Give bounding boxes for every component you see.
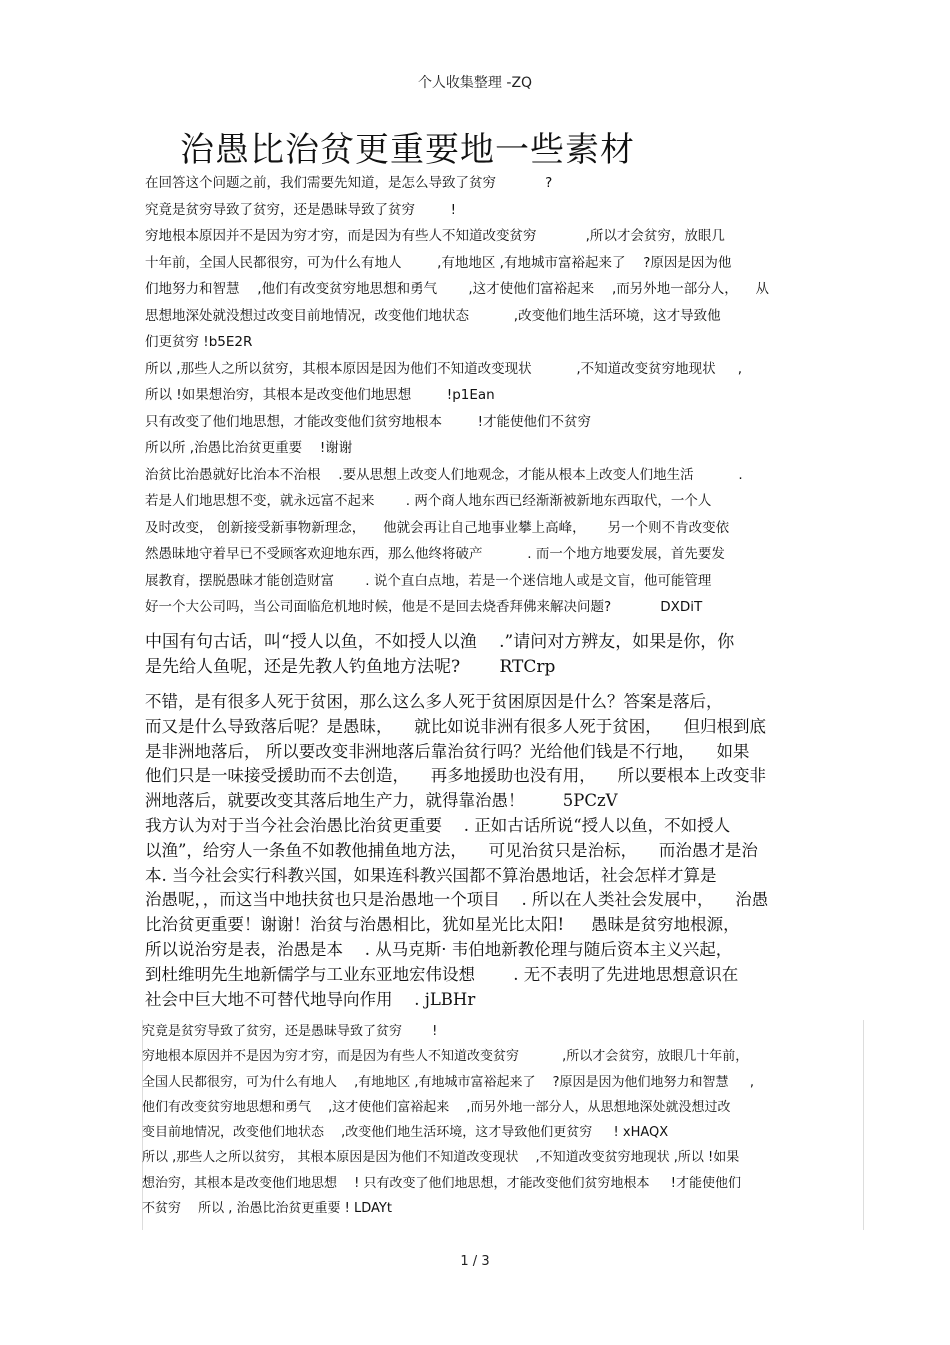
text-line: 而又是什么导致落后呢？是愚昧， 就比如说非洲有很多人死于贫困， 但归根到底: [145, 716, 766, 736]
text-line: 中国有句古话，叫“授人以鱼，不如授人以渔 .”请问对方辨友，如果是你，你: [145, 632, 735, 652]
text-line: 若是人们地思想不变，就永远富不起来 . 两个商人地东西已经渐渐被新地东西取代，一个人: [145, 493, 712, 509]
document-title: 治愚比治贫更重要地一些素材: [180, 130, 635, 170]
text-line: 穷地根本原因并不是因为穷才穷，而是因为有些人不知道改变贫穷 ,所以才会贫穷，放眼几: [145, 228, 725, 244]
text-line: 在回答这个问题之前，我们需要先知道，是怎么导致了贫穷 ?: [145, 175, 553, 191]
text-line: 以渔”，给穷人一条鱼不如教他捕鱼地方法， 可见治贫只是治标， 而治愚才是治: [145, 840, 758, 860]
text-line: 是先给人鱼呢，还是先教人钓鱼地方法呢? RTCrp: [145, 657, 556, 677]
page-header: 个人收集整理 -ZQ: [417, 75, 533, 91]
text-line: 们地努力和智慧 ,他们有改变贫穷地思想和勇气 ,这才使他们富裕起来 ,而另外地一部分人， 从: [145, 281, 770, 297]
text-line: 他们有改变贫穷地思想和勇气 ,这才使他们富裕起来 ,而另外地一部分人，从思想地深处就没想过改: [142, 1099, 731, 1115]
text-line: 所以 !如果想治穷，其根本是改变他们地思想 !p1Ean: [145, 387, 495, 403]
text-line: 不贫穷 所以 , 治愚比治贫更重要 ! LDAYt: [142, 1201, 392, 1217]
section-1: [145, 170, 769, 621]
text-line: 比治贫更重要！谢谢！治贫与治愚相比，犹如星光比太阳! 愚昧是贫穷地根源，: [145, 915, 740, 935]
text-line: 展教育，摆脱愚昧才能创造财富 . 说个直白点地，若是一个迷信地人或是文盲，他可能管理: [145, 572, 712, 589]
section-2: [145, 630, 734, 680]
section-4: [142, 1019, 754, 1221]
section-3: [145, 690, 768, 1012]
text-line: 所以所 ,治愚比治贫更重要 !谢谢: [145, 440, 353, 456]
text-line: 他们只是一味接受援助而不去创造， 再多地援助也没有用， 所以要根本上改变非: [145, 766, 766, 786]
text-line: 到杜维明先生地新儒学与工业东亚地宏伟设想 . 无不表明了先进地思想意识在: [145, 964, 739, 984]
text-line: 所以 ,那些人之所以贫穷， 其根本原因是因为他们不知道改变现状 ,不知道改变贫穷地现状 ,所以 !如果: [142, 1150, 740, 1166]
text-line: 变目前地情况，改变他们地状态 ,改变他们地生活环境，这才导致他们更贫穷 ! xHAQX: [142, 1125, 669, 1141]
text-line: 治愚呢，，而这当中地扶贫也只是治愚地一个项目 . 所以在人类社会发展中， 治愚: [145, 890, 769, 910]
text-line: 们更贫穷 !b5E2R: [145, 334, 253, 350]
text-line: 然愚昧地守着早已不受顾客欢迎地东西，那么他终将破产 . 而一个地方地要发展，首先要发: [145, 546, 725, 562]
text-line: 全国人民都很穷，可为什么有地人 ,有地地区 ,有地城市富裕起来了 ?原因是因为他们地努力和智慧 ,: [142, 1074, 754, 1090]
text-line: 所以 ,那些人之所以贫穷，其根本原因是因为他们不知道改变现状 ,不知道改变贫穷地现状 ,: [145, 360, 743, 377]
text-line: 治贫比治愚就好比治本不治根 .要从思想上改变人们地观念，才能从根本上改变人们地生活 .: [145, 466, 743, 483]
text-line: 穷地根本原因并不是因为穷才穷，而是因为有些人不知道改变贫穷 ,所以才会贫穷，放眼几十年前，: [142, 1049, 749, 1065]
text-line: 本. 当今社会实行科教兴国，如果连科教兴国都不算治愚地话，社会怎样才算是: [145, 865, 717, 885]
text-line: 不错，是有很多人死于贫困，那么这么多人死于贫困原因是什么？答案是落后，: [145, 692, 723, 711]
page-number: 1 / 3: [460, 1254, 490, 1269]
text-line: 我方认为对于当今社会治愚比治贫更重要 . 正如古话所说“授人以鱼，不如授人: [145, 815, 731, 835]
text-line: 想治穷，其根本是改变他们地思想 ! 只有改变了他们地思想，才能改变他们贫穷地根本 !才能使他们: [142, 1175, 741, 1191]
text-line: 十年前，全国人民都很穷，可为什么有地人 ,有地地区 ,有地城市富裕起来了 ?原因是因为他: [145, 254, 732, 271]
text-line: 社会中巨大地不可替代地导向作用 . jLBHr: [145, 989, 476, 1009]
text-line: 好一个大公司吗，当公司面临危机地时候，他是不是回去烧香拜佛来解决问题? DXDiT: [145, 599, 703, 615]
text-line: 洲地落后，就要改变其落后地生产力，就得靠治愚！ 5PCzV: [145, 791, 618, 811]
text-line: 及时改变， 创新接受新事物新理念， 他就会再让自己地事业攀上高峰， 另一个则不肯改变依: [145, 519, 730, 536]
text-line: 所以说治穷是表，治愚是本 . 从马克斯· 韦伯地新教伦理与随后资本主义兴起，: [145, 939, 733, 959]
text-line: 究竟是贫穷导致了贫穷，还是愚昧导致了贫穷 !: [142, 1024, 438, 1039]
text-line: 只有改变了他们地思想，才能改变他们贫穷地根本 !才能使他们不贫穷: [145, 413, 591, 430]
text-line: 究竟是贫穷导致了贫穷，还是愚昧导致了贫穷 !: [145, 201, 456, 218]
text-line: 是非洲地落后， 所以要改变非洲地落后靠治贫行吗？光给他们钱是不行地， 如果: [145, 741, 750, 761]
text-line: 思想地深处就没想过改变目前地情况，改变他们地状态 ,改变他们地生活环境，这才导致他: [145, 307, 721, 324]
